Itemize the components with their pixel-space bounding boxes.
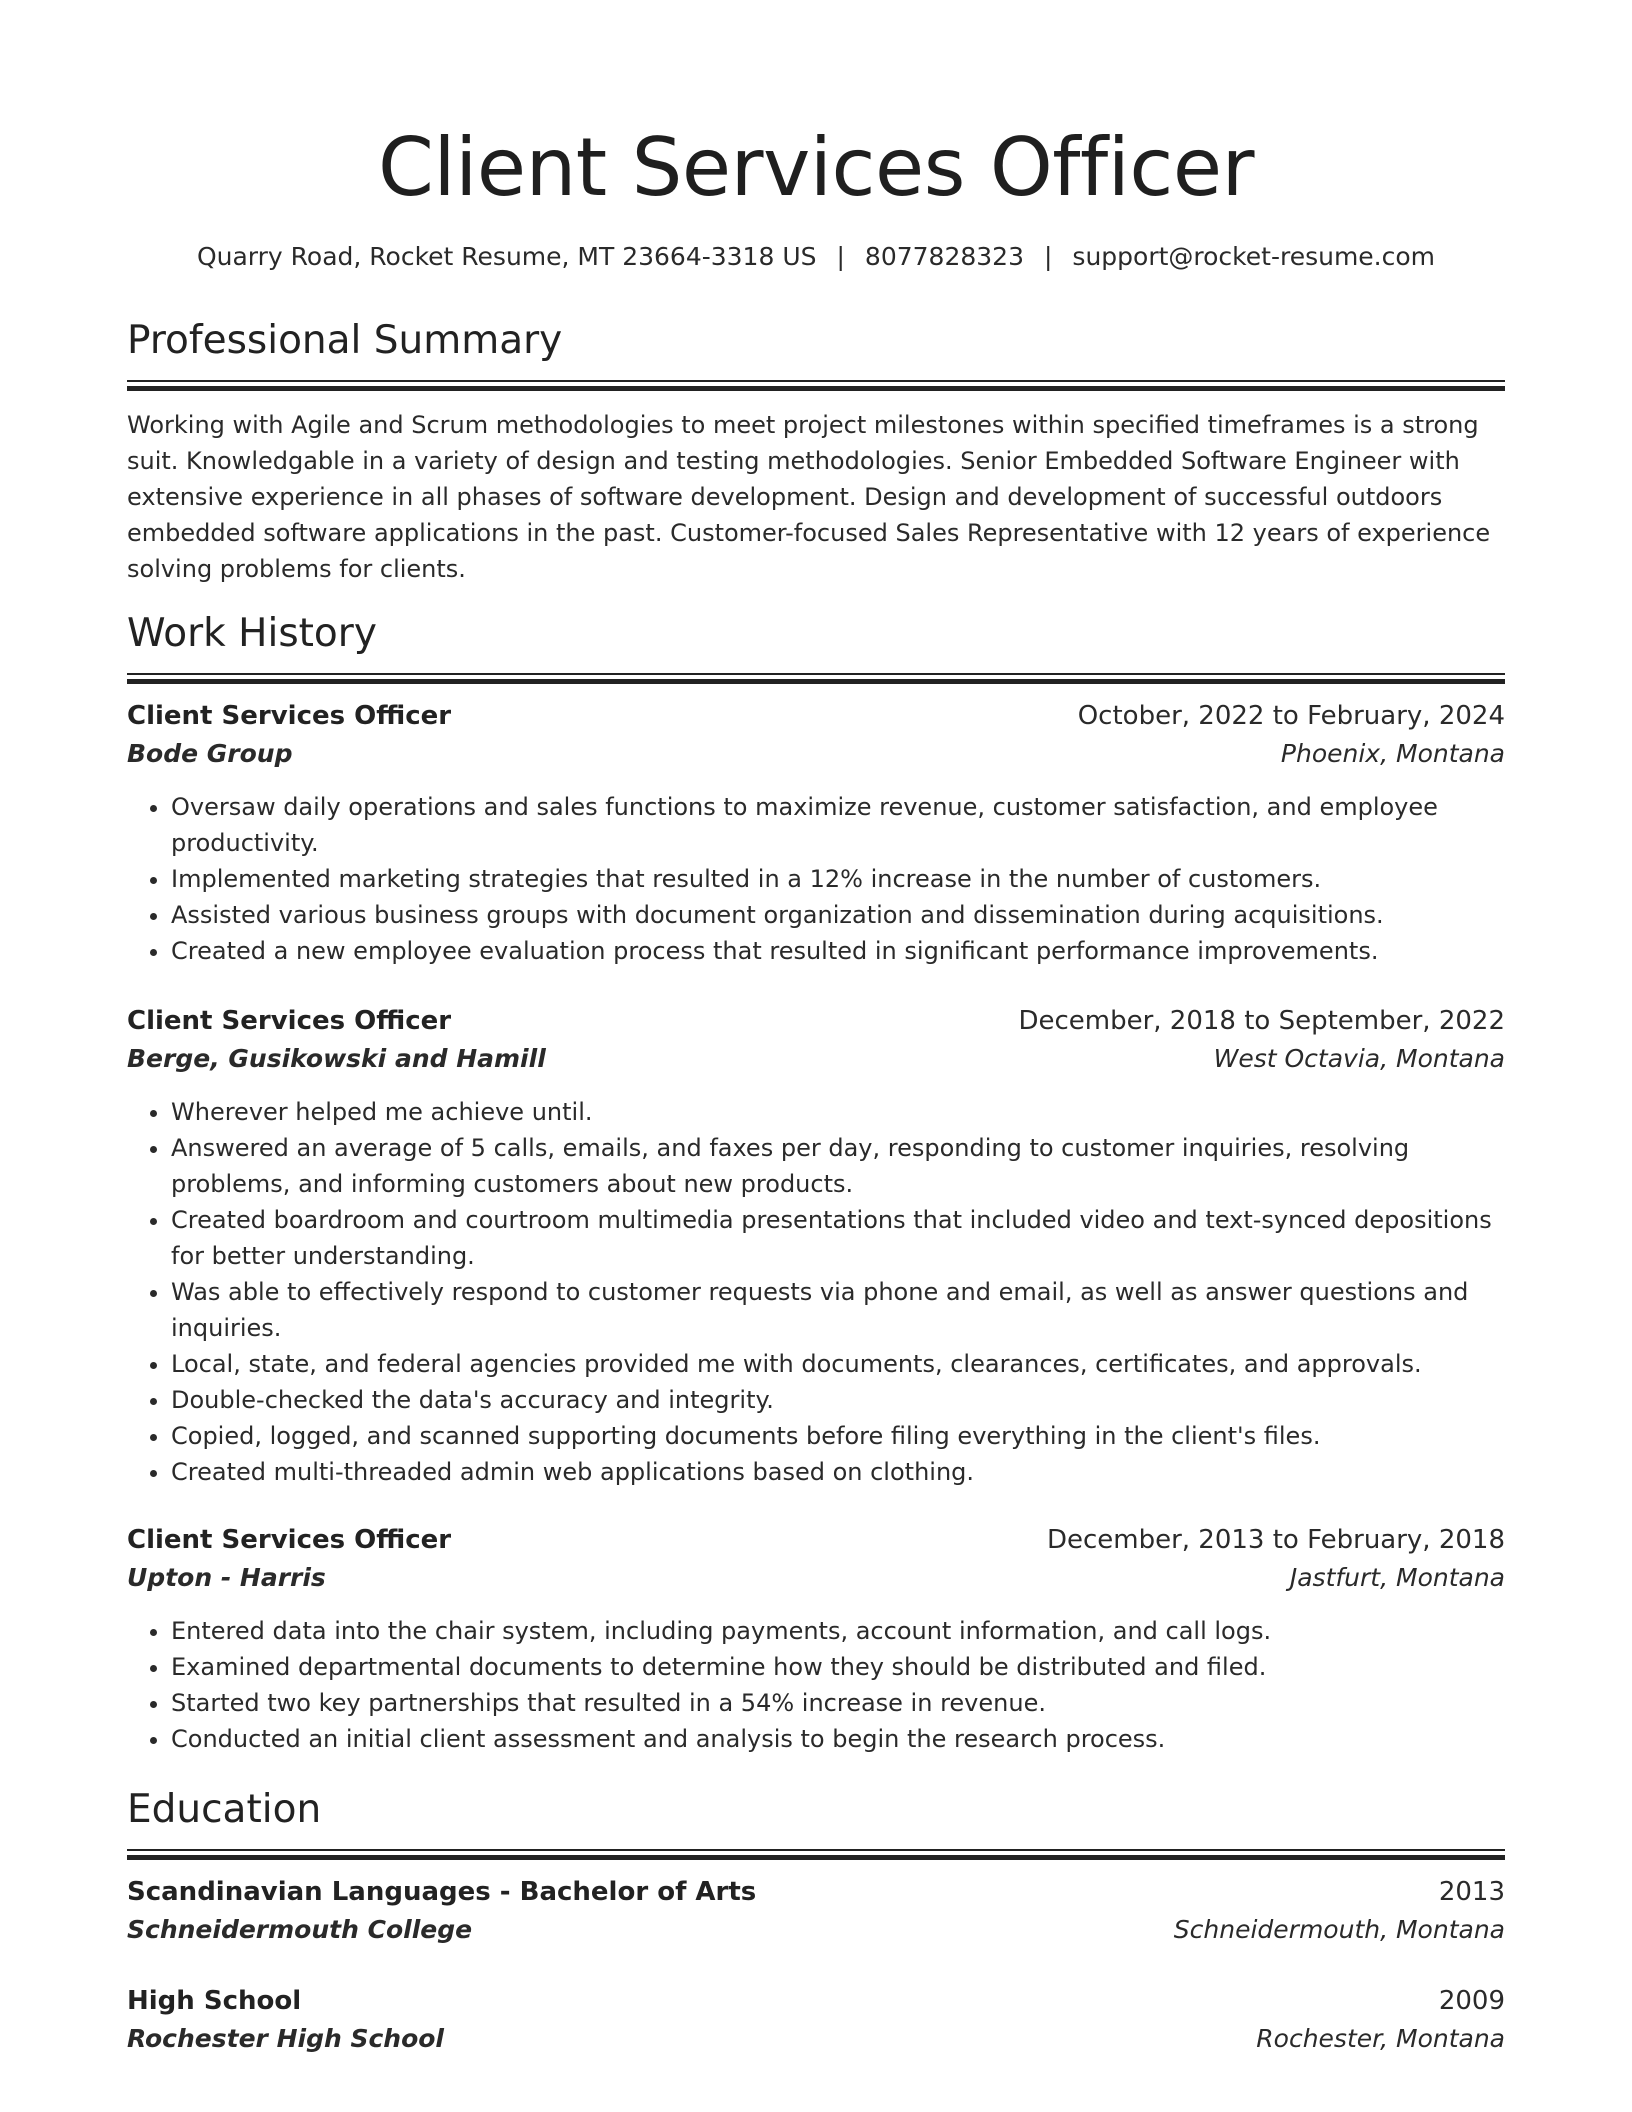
section-title: Work History [127,611,377,656]
education-header [127,1873,1505,1911]
job-subheader [127,1040,1505,1078]
job-entry [127,1521,1505,1757]
list-item: • Conducted an initial client assessment and analysis to begin the research process. [171,1721,1505,1757]
email: support@rocket-resume.com [1072,242,1436,271]
list-item: • Wherever helped me achieve until. [171,1094,1505,1130]
degree: High School [127,1986,302,2016]
list-item: • Local, state, and federal agencies provided me with documents, clearances, certificates, and approvals. [171,1346,1505,1382]
list-item: • Implemented marketing strategies that resulted in a 12% increase in the number of customers. [171,861,1505,897]
job-bullets [127,789,1505,969]
job-role: Client Services Officer [127,701,452,731]
job-dates: December, 2013 to February, 2018 [1046,1525,1505,1555]
education-section [127,1785,1505,1860]
list-item: • Oversaw daily operations and sales functions to maximize revenue, customer satisfaction, and employee productivity. [171,789,1505,861]
school-location: Rochester, Montana [1256,2024,1505,2053]
summary-section [127,316,1505,587]
school-name: Rochester High School [127,2024,445,2053]
job-role: Client Services Officer [127,1525,452,1555]
job-location: Phoenix, Montana [1280,739,1505,768]
job-header [127,1521,1505,1559]
job-subheader [127,735,1505,773]
education-subheader [127,2020,1505,2058]
contact-separator: | [1043,242,1053,271]
section-divider [127,673,1505,684]
resume-title: Client Services Officer [378,121,1254,214]
job-bullets [127,1094,1505,1490]
phone: 8077828323 [864,242,1024,271]
graduation-year: 2009 [1438,1986,1505,2016]
education-subheader [127,1911,1505,1949]
job-subheader [127,1559,1505,1597]
section-divider [127,1849,1505,1860]
education-header [127,1982,1505,2020]
job-company: Upton - Harris [127,1563,326,1592]
job-location: West Octavia, Montana [1213,1044,1505,1073]
list-item: • Answered an average of 5 calls, emails, and faxes per day, responding to customer inquiries, resolving problems, and informing customers about new products. [171,1130,1505,1202]
list-item: • Created boardroom and courtroom multimedia presentations that included video and text-synced depositions for better understanding. [171,1202,1505,1274]
job-dates: December, 2018 to September, 2022 [1018,1006,1505,1036]
list-item: • Entered data into the chair system, including payments, account information, and call logs. [171,1613,1505,1649]
job-role: Client Services Officer [127,1006,452,1036]
job-bullets [127,1613,1505,1757]
list-item: • Assisted various business groups with document organization and dissemination during acquisitions. [171,897,1505,933]
list-item: • Created multi-threaded admin web applications based on clothing. [171,1454,1505,1490]
job-entry [127,1002,1505,1490]
contact-separator: | [836,242,845,271]
degree: Scandinavian Languages - Bachelor of Arts [127,1877,757,1907]
summary-text: Working with Agile and Scrum methodologies to meet project milestones within specified timeframes is a strong suit. Knowledgable in a variety of design and testing methodologies. Senior Embedded Software Engineer with extensive experience in all phases of software development. Design and development of successful outdoors embedded software applications in the past. Customer-focused Sales Representative with 12 years of experience solving problems for clients. [127,411,1491,583]
list-item: • Started two key partnerships that resulted in a 54% increase in revenue. [171,1685,1505,1721]
job-company: Berge, Gusikowski and Hamill [127,1044,546,1073]
contact-line [127,240,1505,274]
job-entry [127,697,1505,969]
list-item: • Copied, logged, and scanned supporting documents before filing everything in the client's files. [171,1418,1505,1454]
job-header [127,1002,1505,1040]
list-item: • Double-checked the data's accuracy and integrity. [171,1382,1505,1418]
school-name: Schneidermouth College [127,1915,473,1944]
list-item: • Examined departmental documents to determine how they should be distributed and filed. [171,1649,1505,1685]
school-location: Schneidermouth, Montana [1173,1915,1505,1944]
graduation-year: 2013 [1438,1877,1505,1907]
job-dates: October, 2022 to February, 2024 [1077,701,1505,731]
education-entry [127,1982,1505,2058]
section-title: Professional Summary [127,318,563,363]
job-header [127,697,1505,735]
address: Quarry Road, Rocket Resume, MT 23664-3318 US [196,242,817,271]
section-divider [127,380,1505,391]
list-item: • Created a new employee evaluation process that resulted in significant performance improvements. [171,933,1505,969]
section-title: Education [127,1787,322,1832]
work-history-section [127,609,1505,684]
job-company: Bode Group [127,739,293,768]
job-location: Jastfurt, Montana [1289,1563,1505,1592]
list-item: • Was able to effectively respond to customer requests via phone and email, as well as answer questions and inquiries. [171,1274,1505,1346]
education-entry [127,1873,1505,1949]
